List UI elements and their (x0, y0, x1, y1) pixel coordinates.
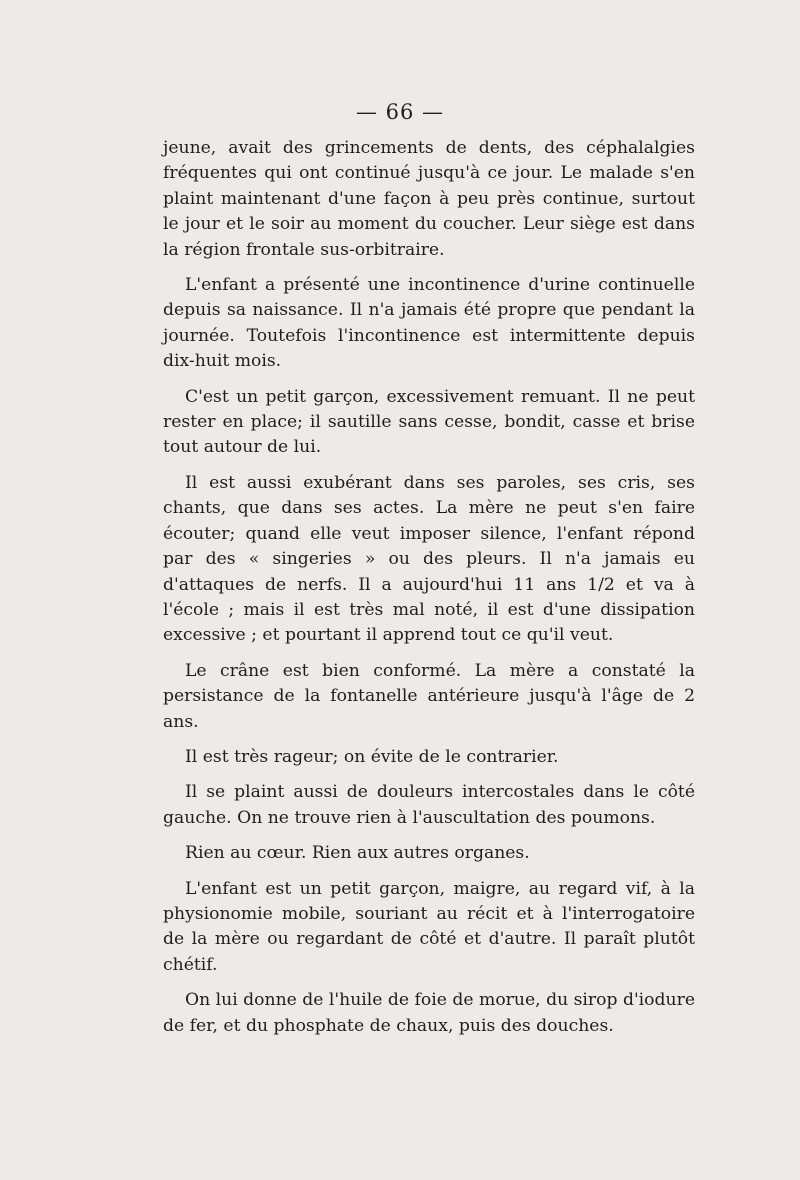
page-number: — 66 — (355, 100, 445, 124)
paragraph: On lui donne de l'huile de foie de morue, du sirop d'iodure de fer, et du phosphate de chaux, puis des douches. (163, 990, 695, 1036)
paragraph: L'enfant est un petit garçon, maigre, au regard vif, à la physionomie mobile, souriant au récit et à l'interrogatoire de la mère ou regardant de côté et d'autre. Il paraît plutôt chétif. (163, 878, 695, 975)
paragraph: Il se plaint aussi de douleurs intercostales dans le côté gauche. On ne trouve rien à l'auscultation des poumons. (163, 782, 695, 828)
paragraph: L'enfant a présenté une incontinence d'urine continuelle depuis sa naissance. Il n'a jamais été propre que pendant la journée. Toutefois l'incontinence est intermittente depuis dix-huit mois. (163, 275, 695, 372)
paragraph: Le crâne est bien conformé. La mère a constaté la persistance de la fontanelle antérieure jusqu'à l'âge de 2 ans. (163, 660, 695, 732)
paragraph: Il est très rageur; on évite de le contrarier. (185, 746, 559, 767)
body-text (163, 136, 695, 1049)
paragraph: C'est un petit garçon, excessivement remuant. Il ne peut rester en place; il sautille sans cesse, bondit, casse et brise tout autour de lui. (163, 386, 695, 458)
paragraph: Rien au cœur. Rien aux autres organes. (185, 843, 530, 864)
paragraph: jeune, avait des grincements de dents, des céphalalgies fréquentes qui ont continué jusqu'à ce jour. Le malade s'en plaint maintenant d'une façon à peu près continue, surtout le jour et le soir au moment du coucher. Leur siège est dans la région frontale sus-orbitraire. (163, 138, 695, 260)
paragraph: Il est aussi exubérant dans ses paroles, ses cris, ses chants, que dans ses actes. La mère ne peut s'en faire écouter; quand elle veut imposer silence, l'enfant répond par des « singeries » ou des pleurs. Il n'a jamais eu d'attaques de nerfs. Il a aujourd'hui 11 ans 1/2 et va à l'école ; mais il est très mal noté, il est d'une dissipation excessive ; et pourtant il apprend tout ce qu'il veut. (163, 472, 695, 646)
